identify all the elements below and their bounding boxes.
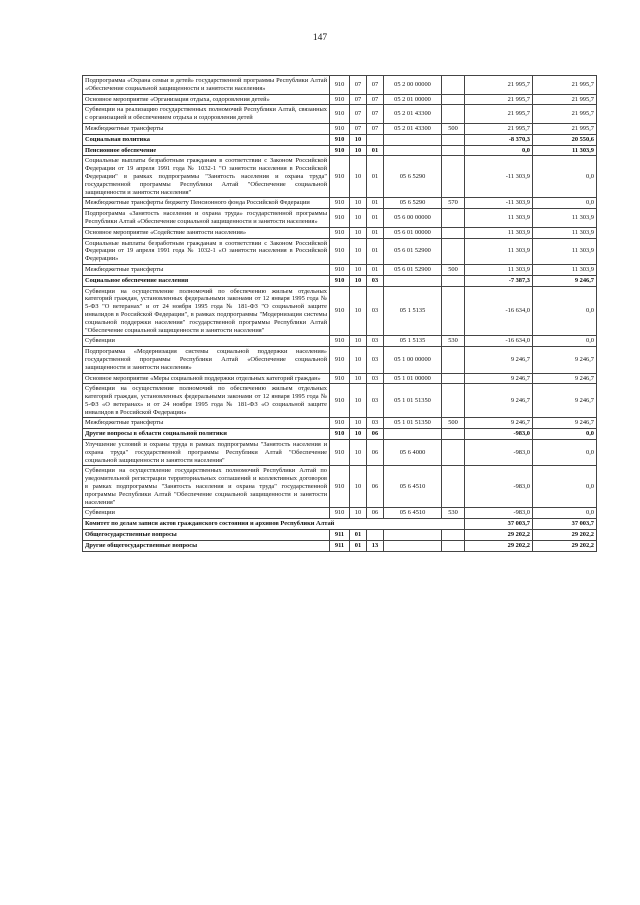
row-subsection-cell: 06 [367,440,384,466]
row-subsection-cell: 03 [367,286,384,336]
row-name-cell: Межбюджетные трансферты [83,418,330,429]
row-target-article-cell: 05 6 01 52900 [384,238,442,264]
row-name-cell: Улучшение условий и охраны труда в рамках подпрограммы "Занятость населения и охрана труда" государственной программы Республики Алтай "Обеспечение социальной защищенности и занятости населения" [83,440,330,466]
row-expense-type-cell [442,76,465,95]
row-expense-type-cell [442,429,465,440]
row-target-article-cell: 05 2 00 00000 [384,76,442,95]
budget-table [82,75,597,552]
row-amount-total-cell: 11 303,9 [533,209,597,228]
row-amount-total-cell: 0,0 [533,198,597,209]
row-ved-cell: 910 [330,336,350,347]
row-name-cell: Социальная политика [83,134,330,145]
row-subsection-cell: 01 [367,264,384,275]
row-subsection-cell: 06 [367,429,384,440]
row-ved-cell: 910 [330,238,350,264]
row-amount-total-cell: 11 303,9 [533,145,597,156]
row-amount-change-cell: 0,0 [465,145,533,156]
row-amount-change-cell: 21 995,7 [465,123,533,134]
row-target-article-cell: 05 6 5290 [384,198,442,209]
row-subsection-cell: 07 [367,76,384,95]
table-row [83,76,597,95]
row-expense-type-cell [442,440,465,466]
table-row [83,134,597,145]
row-target-article-cell: 05 1 01 00000 [384,373,442,384]
row-section-cell: 10 [350,198,367,209]
row-ved-cell: 910 [330,373,350,384]
row-name-cell: Субвенции [83,336,330,347]
row-target-article-cell: 05 6 00 00000 [384,209,442,228]
row-target-article-cell: 05 6 4510 [384,466,442,508]
row-target-article-cell: 05 1 01 51350 [384,384,442,418]
row-name-cell: Пенсионное обеспечение [83,145,330,156]
row-subsection-cell: 06 [367,466,384,508]
row-target-article-cell: 05 2 01 43300 [384,123,442,134]
row-target-article-cell [384,540,442,551]
row-amount-total-cell: 29 202,2 [533,530,597,541]
table-row [83,123,597,134]
row-expense-type-cell [442,275,465,286]
row-name-cell: Подпрограмма «Охрана семьи и детей» государственной программы Республики Алтай «Обеспечение социальной защищенности и занятости населения» [83,76,330,95]
row-section-cell: 10 [350,508,367,519]
row-amount-total-cell: 0,0 [533,466,597,508]
row-section-cell: 10 [350,209,367,228]
row-amount-change-cell: 9 246,7 [465,373,533,384]
row-expense-type-cell [442,347,465,373]
row-amount-total-cell: 11 303,9 [533,227,597,238]
row-name-cell: Основное мероприятие «Содействие занятости населения» [83,227,330,238]
row-ved-cell: 910 [330,347,350,373]
row-ved-cell: 910 [330,264,350,275]
row-subsection-cell [367,134,384,145]
row-amount-change-cell: 37 003,7 [465,519,533,530]
row-subsection-cell: 03 [367,347,384,373]
row-name-cell: Подпрограмма «Модернизация системы социальной поддержки населения» государственной программы Республики Алтай «Обеспечение социальной защищенности и занятости населения» [83,347,330,373]
table-row [83,156,597,198]
row-target-article-cell: 05 1 01 51350 [384,418,442,429]
row-expense-type-cell: 570 [442,198,465,209]
row-target-article-cell: 05 2 01 00000 [384,94,442,105]
row-target-article-cell: 05 6 01 00000 [384,227,442,238]
row-target-article-cell: 05 6 01 52900 [384,264,442,275]
row-section-cell: 10 [350,238,367,264]
row-subsection-cell: 01 [367,209,384,228]
row-ved-cell: 910 [330,105,350,124]
row-target-article-cell: 05 6 5290 [384,156,442,198]
row-expense-type-cell [442,94,465,105]
row-amount-change-cell: -983,0 [465,508,533,519]
row-name-cell: Социальные выплаты безработным гражданам в соответствии с Законом Российской Федерации от 19 апреля 1991 года № 1032-1 "О занятости населения в Российской Федерации" в рамках подпрограммы "Занятость населения и охрана труда" государственной программы Республики Алтай "Обеспечение социальной защищенности и занятости населения" [83,156,330,198]
row-section-cell: 10 [350,156,367,198]
row-target-article-cell [384,429,442,440]
row-expense-type-cell [442,238,465,264]
row-expense-type-cell: 500 [442,123,465,134]
row-amount-total-cell: 29 202,2 [533,540,597,551]
row-amount-change-cell: 9 246,7 [465,347,533,373]
row-expense-type-cell [442,105,465,124]
row-section-cell: 10 [350,384,367,418]
row-ved-cell: 911 [330,530,350,541]
row-amount-total-cell: 9 246,7 [533,275,597,286]
row-amount-change-cell: 11 303,9 [465,227,533,238]
row-subsection-cell: 03 [367,418,384,429]
row-amount-change-cell: -983,0 [465,429,533,440]
row-name-cell: Субвенции на осуществление государственных полномочий Республики Алтай по уведомительной регистрации территориальных соглашений и коллективных договоров в рамках подпрограммы "Занятость населения и охрана труда" государственной программы Республики Алтай "Обеспечение социальной защищенности и занятости населения" [83,466,330,508]
row-ved-cell: 910 [330,76,350,95]
row-subsection-cell: 13 [367,540,384,551]
row-subsection-cell: 03 [367,373,384,384]
row-name-cell: Субвенции на осуществление полномочий по обеспечению жильем отдельных категорий граждан, установленных федеральными законами от 12 января 1995 года № 5-ФЗ "О ветеранах" и от 24 ноября 1995 года № 181-ФЗ "О социальной защите инвалидов в Российской Федерации", в рамках подпрограммы "Модернизация системы социальной поддержки населения" государственной программы Республики Алтай "Обеспечение социальной защищенности и занятости населения" [83,286,330,336]
row-section-cell: 10 [350,227,367,238]
table-row [83,94,597,105]
row-expense-type-cell [442,134,465,145]
row-amount-total-cell: 0,0 [533,286,597,336]
row-ved-cell: 910 [330,134,350,145]
row-ved-cell: 910 [330,384,350,418]
row-amount-total-cell: 11 303,9 [533,238,597,264]
table-row [83,384,597,418]
row-amount-change-cell: 11 303,9 [465,209,533,228]
row-name-cell: Субвенции на осуществление полномочий по обеспечению жильем отдельных категорий граждан, установленных федеральными законами от 12 января 1995 года № 5-ФЗ «О ветеранах» и от 24 ноября 1995 года № 181-ФЗ «О социальной защите инвалидов в Российской Федерации» [83,384,330,418]
table-row [83,508,597,519]
row-subsection-cell: 07 [367,123,384,134]
row-target-article-cell [384,145,442,156]
row-expense-type-cell: 500 [442,264,465,275]
row-section-cell: 10 [350,466,367,508]
table-row [83,347,597,373]
row-subsection-cell: 07 [367,94,384,105]
row-amount-total-cell: 0,0 [533,440,597,466]
row-ved-cell: 910 [330,440,350,466]
row-amount-total-cell: 21 995,7 [533,94,597,105]
row-name-cell: Социальные выплаты безработным гражданам в соответствии с Законом Российской Федерации от 19 апреля 1991 года № 1032-1 «О занятости населения в Российской Федерации» [83,238,330,264]
row-expense-type-cell [442,540,465,551]
row-ved-cell: 910 [330,286,350,336]
row-target-article-cell: 05 1 5135 [384,286,442,336]
row-ved-cell: 910 [330,94,350,105]
row-expense-type-cell: 530 [442,508,465,519]
row-expense-type-cell [442,209,465,228]
row-expense-type-cell [442,227,465,238]
row-name-cell: Подпрограмма «Занятость населения и охрана труда» государственной программы Республики Алтай «Обеспечение социальной защищенности и занятости населения» [83,209,330,228]
row-amount-change-cell: -16 634,0 [465,286,533,336]
table-row [83,145,597,156]
table-row [83,373,597,384]
row-amount-total-cell: 9 246,7 [533,347,597,373]
row-target-article-cell [384,530,442,541]
table-row [83,209,597,228]
table-row [83,336,597,347]
row-amount-change-cell: -11 303,9 [465,198,533,209]
row-amount-change-cell: 21 995,7 [465,105,533,124]
table-row [83,519,597,530]
row-target-article-cell: 05 6 4510 [384,508,442,519]
row-subsection-cell: 01 [367,238,384,264]
row-section-cell: 10 [350,336,367,347]
row-amount-total-cell: 0,0 [533,336,597,347]
table-row [83,466,597,508]
row-subsection-cell: 01 [367,198,384,209]
row-section-cell: 10 [350,418,367,429]
row-ved-cell: 910 [330,466,350,508]
row-section-cell: 10 [350,440,367,466]
row-subsection-cell: 01 [367,156,384,198]
row-section-cell: 10 [350,373,367,384]
row-subsection-cell: 03 [367,275,384,286]
row-ved-cell: 910 [330,429,350,440]
row-target-article-cell: 05 6 4000 [384,440,442,466]
row-ved-cell: 910 [330,145,350,156]
row-section-cell: 10 [350,134,367,145]
row-amount-total-cell: 0,0 [533,429,597,440]
row-amount-total-cell: 9 246,7 [533,373,597,384]
row-name-cell: Другие вопросы в области социальной политики [83,429,330,440]
table-row [83,198,597,209]
row-amount-total-cell: 9 246,7 [533,418,597,429]
row-ved-cell: 910 [330,508,350,519]
row-subsection-cell: 01 [367,145,384,156]
row-amount-change-cell: 21 995,7 [465,94,533,105]
row-name-cell: Комитет по делам записи актов гражданского состояния и архивов Республики Алтай [83,519,465,530]
table-row [83,286,597,336]
table-row [83,540,597,551]
row-amount-change-cell: -983,0 [465,440,533,466]
row-expense-type-cell [442,156,465,198]
row-amount-change-cell: 9 246,7 [465,418,533,429]
table-row [83,418,597,429]
row-ved-cell: 910 [330,198,350,209]
row-expense-type-cell [442,530,465,541]
row-subsection-cell: 03 [367,384,384,418]
row-section-cell: 10 [350,429,367,440]
row-amount-change-cell: 11 303,9 [465,264,533,275]
row-section-cell: 10 [350,286,367,336]
row-amount-change-cell: 9 246,7 [465,384,533,418]
row-amount-total-cell: 0,0 [533,508,597,519]
row-amount-change-cell: 29 202,2 [465,530,533,541]
row-section-cell: 10 [350,145,367,156]
table-row [83,227,597,238]
row-ved-cell: 910 [330,418,350,429]
row-section-cell: 07 [350,76,367,95]
row-name-cell: Общегосударственные вопросы [83,530,330,541]
row-expense-type-cell [442,466,465,508]
row-subsection-cell: 03 [367,336,384,347]
row-amount-total-cell: 21 995,7 [533,123,597,134]
row-subsection-cell [367,530,384,541]
row-target-article-cell [384,275,442,286]
table-row [83,440,597,466]
row-amount-total-cell: 11 303,9 [533,264,597,275]
row-name-cell: Межбюджетные трансферты бюджету Пенсионного фонда Российской Федерации [83,198,330,209]
row-amount-total-cell: 21 995,7 [533,105,597,124]
row-amount-change-cell: 21 995,7 [465,76,533,95]
table-row [83,264,597,275]
row-expense-type-cell [442,373,465,384]
row-ved-cell: 910 [330,123,350,134]
row-subsection-cell: 06 [367,508,384,519]
row-target-article-cell: 05 2 01 43300 [384,105,442,124]
row-section-cell: 10 [350,264,367,275]
row-target-article-cell: 05 1 5135 [384,336,442,347]
row-expense-type-cell: 530 [442,336,465,347]
row-subsection-cell: 01 [367,227,384,238]
row-section-cell: 07 [350,105,367,124]
row-name-cell: Основное мероприятие «Организация отдыха, оздоровления детей» [83,94,330,105]
row-expense-type-cell [442,145,465,156]
row-section-cell: 01 [350,540,367,551]
table-row [83,238,597,264]
row-expense-type-cell [442,384,465,418]
row-ved-cell: 911 [330,540,350,551]
row-amount-change-cell: 11 303,9 [465,238,533,264]
row-amount-change-cell: -8 370,3 [465,134,533,145]
row-amount-change-cell: -16 634,0 [465,336,533,347]
row-name-cell: Социальное обеспечение населения [83,275,330,286]
row-ved-cell: 910 [330,275,350,286]
row-expense-type-cell [442,286,465,336]
row-ved-cell: 910 [330,156,350,198]
row-name-cell: Другие общегосударственные вопросы [83,540,330,551]
table-row [83,530,597,541]
row-section-cell: 07 [350,94,367,105]
row-target-article-cell [384,134,442,145]
row-name-cell: Субвенции [83,508,330,519]
table-row [83,429,597,440]
row-section-cell: 01 [350,530,367,541]
budget-table-body [83,76,597,552]
page-number: 147 [312,33,328,43]
row-name-cell: Межбюджетные трансферты [83,123,330,134]
row-amount-total-cell: 37 003,7 [533,519,597,530]
row-amount-total-cell: 21 995,7 [533,76,597,95]
row-ved-cell: 910 [330,209,350,228]
row-name-cell: Субвенции на реализацию государственных полномочий Республики Алтай, связанных с организацией и обеспечением отдыха и оздоровления детей [83,105,330,124]
row-ved-cell: 910 [330,227,350,238]
row-amount-change-cell: -7 387,3 [465,275,533,286]
row-name-cell: Межбюджетные трансферты [83,264,330,275]
row-expense-type-cell: 500 [442,418,465,429]
row-section-cell: 10 [350,347,367,373]
row-section-cell: 07 [350,123,367,134]
table-row [83,105,597,124]
row-amount-change-cell: -983,0 [465,466,533,508]
row-amount-change-cell: -11 303,9 [465,156,533,198]
row-target-article-cell: 05 1 00 00000 [384,347,442,373]
row-amount-total-cell: 20 550,6 [533,134,597,145]
row-section-cell: 10 [350,275,367,286]
row-name-cell: Основное мероприятие «Меры социальной поддержки отдельных категорий граждан» [83,373,330,384]
row-amount-total-cell: 0,0 [533,156,597,198]
row-subsection-cell: 07 [367,105,384,124]
row-amount-total-cell: 9 246,7 [533,384,597,418]
table-row [83,275,597,286]
row-amount-change-cell: 29 202,2 [465,540,533,551]
